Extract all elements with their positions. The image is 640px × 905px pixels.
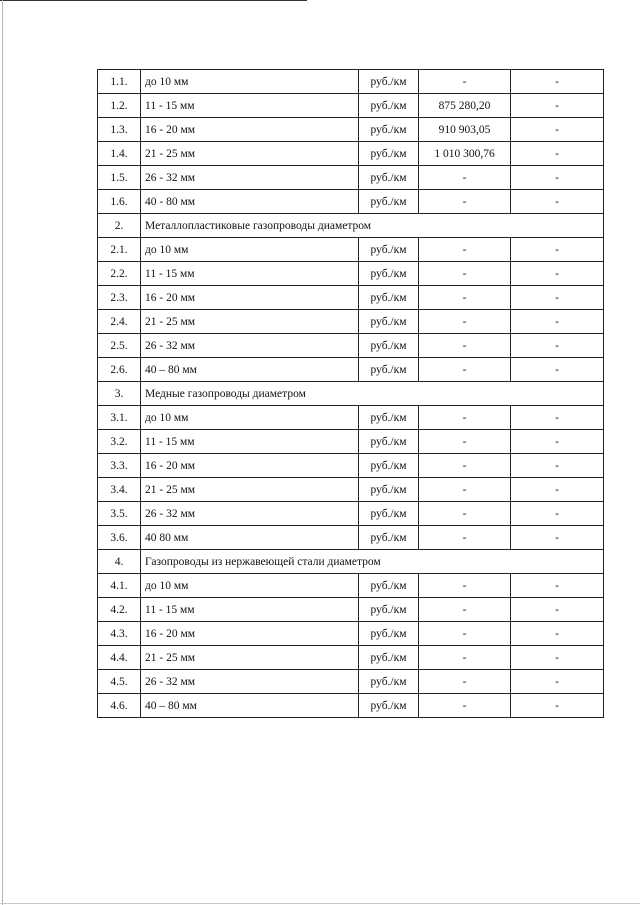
section-title: Металлопластиковые газопроводы диаметром: [141, 214, 604, 238]
row-number: 4.6.: [98, 694, 141, 718]
table-row: [98, 238, 604, 262]
unit-cell: руб./км: [359, 238, 419, 262]
value-cell-1: -: [419, 238, 511, 262]
diameter-cell: 11 - 15 мм: [141, 262, 359, 286]
diameter-cell: 21 - 25 мм: [141, 478, 359, 502]
unit-cell: руб./км: [359, 574, 419, 598]
value-cell-1: -: [419, 694, 511, 718]
value-cell-1: -: [419, 502, 511, 526]
value-cell-2: -: [511, 166, 604, 190]
unit-cell: руб./км: [359, 526, 419, 550]
value-cell-1: -: [419, 670, 511, 694]
diameter-cell: 21 - 25 мм: [141, 646, 359, 670]
value-cell-1: -: [419, 478, 511, 502]
unit-cell: руб./км: [359, 502, 419, 526]
diameter-cell: до 10 мм: [141, 70, 359, 94]
table-row: [98, 70, 604, 94]
row-number: 4.1.: [98, 574, 141, 598]
value-cell-1: -: [419, 646, 511, 670]
value-cell-1: -: [419, 430, 511, 454]
section-row: [98, 214, 604, 238]
value-cell-1: -: [419, 286, 511, 310]
value-cell-1: -: [419, 454, 511, 478]
table-row: [98, 406, 604, 430]
value-cell-2: -: [511, 358, 604, 382]
diameter-cell: 26 - 32 мм: [141, 502, 359, 526]
diameter-cell: 40 - 80 мм: [141, 190, 359, 214]
section-row: [98, 550, 604, 574]
row-number: 3.2.: [98, 430, 141, 454]
row-number: 2.5.: [98, 334, 141, 358]
value-cell-1: -: [419, 526, 511, 550]
value-cell-1: -: [419, 190, 511, 214]
table-row: [98, 286, 604, 310]
table-row: [98, 262, 604, 286]
value-cell-1: -: [419, 598, 511, 622]
value-cell-2: -: [511, 334, 604, 358]
row-number: 1.3.: [98, 118, 141, 142]
table-row: [98, 190, 604, 214]
table-row: [98, 574, 604, 598]
unit-cell: руб./км: [359, 646, 419, 670]
value-cell-2: -: [511, 478, 604, 502]
unit-cell: руб./км: [359, 142, 419, 166]
diameter-cell: 16 - 20 мм: [141, 622, 359, 646]
diameter-cell: 11 - 15 мм: [141, 430, 359, 454]
value-cell-2: -: [511, 502, 604, 526]
row-number: 1.1.: [98, 70, 141, 94]
page-bottom-edge: [0, 903, 640, 904]
row-number: 1.2.: [98, 94, 141, 118]
value-cell-2: -: [511, 142, 604, 166]
unit-cell: руб./км: [359, 334, 419, 358]
value-cell-1: 875 280,20: [419, 94, 511, 118]
value-cell-2: -: [511, 406, 604, 430]
value-cell-2: -: [511, 238, 604, 262]
section-row: [98, 382, 604, 406]
diameter-cell: 16 - 20 мм: [141, 454, 359, 478]
row-number: 4.4.: [98, 646, 141, 670]
table-row: [98, 430, 604, 454]
table-row: [98, 166, 604, 190]
row-number: 4.5.: [98, 670, 141, 694]
unit-cell: руб./км: [359, 310, 419, 334]
table-row: [98, 310, 604, 334]
table-row: [98, 694, 604, 718]
diameter-cell: 40 80 мм: [141, 526, 359, 550]
value-cell-1: -: [419, 262, 511, 286]
value-cell-2: -: [511, 310, 604, 334]
value-cell-1: 1 010 300,76: [419, 142, 511, 166]
value-cell-2: -: [511, 94, 604, 118]
value-cell-2: -: [511, 70, 604, 94]
table-row: [98, 334, 604, 358]
diameter-cell: до 10 мм: [141, 574, 359, 598]
table-row: [98, 622, 604, 646]
value-cell-1: -: [419, 358, 511, 382]
value-cell-1: 910 903,05: [419, 118, 511, 142]
table-row: [98, 118, 604, 142]
unit-cell: руб./км: [359, 94, 419, 118]
value-cell-2: -: [511, 526, 604, 550]
value-cell-1: -: [419, 70, 511, 94]
table-row: [98, 526, 604, 550]
diameter-cell: 26 - 32 мм: [141, 334, 359, 358]
unit-cell: руб./км: [359, 358, 419, 382]
unit-cell: руб./км: [359, 598, 419, 622]
row-number: 1.6.: [98, 190, 141, 214]
page-top-edge: [0, 0, 307, 1]
diameter-cell: 11 - 15 мм: [141, 94, 359, 118]
section-number: 4.: [98, 550, 141, 574]
table-row: [98, 670, 604, 694]
table-row: [98, 454, 604, 478]
row-number: 2.4.: [98, 310, 141, 334]
row-number: 2.6.: [98, 358, 141, 382]
diameter-cell: 26 - 32 мм: [141, 166, 359, 190]
diameter-cell: до 10 мм: [141, 406, 359, 430]
table-row: [98, 94, 604, 118]
unit-cell: руб./км: [359, 454, 419, 478]
row-number: 4.3.: [98, 622, 141, 646]
row-number: 2.3.: [98, 286, 141, 310]
diameter-cell: 40 – 80 мм: [141, 694, 359, 718]
row-number: 2.2.: [98, 262, 141, 286]
table-row: [98, 598, 604, 622]
row-number: 3.3.: [98, 454, 141, 478]
section-title: Медные газопроводы диаметром: [141, 382, 604, 406]
section-title: Газопроводы из нержавеющей стали диаметром: [141, 550, 604, 574]
table-row: [98, 358, 604, 382]
value-cell-2: -: [511, 694, 604, 718]
diameter-cell: 21 - 25 мм: [141, 142, 359, 166]
table-row: [98, 478, 604, 502]
unit-cell: руб./км: [359, 70, 419, 94]
diameter-cell: 16 - 20 мм: [141, 118, 359, 142]
row-number: 3.6.: [98, 526, 141, 550]
value-cell-2: -: [511, 454, 604, 478]
rates-table: [97, 69, 604, 718]
table-row: [98, 142, 604, 166]
unit-cell: руб./км: [359, 190, 419, 214]
table-row: [98, 646, 604, 670]
unit-cell: руб./км: [359, 262, 419, 286]
unit-cell: руб./км: [359, 622, 419, 646]
row-number: 3.5.: [98, 502, 141, 526]
value-cell-1: -: [419, 622, 511, 646]
value-cell-1: -: [419, 310, 511, 334]
diameter-cell: до 10 мм: [141, 238, 359, 262]
unit-cell: руб./км: [359, 406, 419, 430]
value-cell-2: -: [511, 430, 604, 454]
diameter-cell: 11 - 15 мм: [141, 598, 359, 622]
value-cell-2: -: [511, 646, 604, 670]
unit-cell: руб./км: [359, 430, 419, 454]
diameter-cell: 21 - 25 мм: [141, 310, 359, 334]
value-cell-1: -: [419, 166, 511, 190]
section-number: 3.: [98, 382, 141, 406]
row-number: 1.5.: [98, 166, 141, 190]
value-cell-2: -: [511, 574, 604, 598]
rates-table-body: [98, 70, 604, 718]
unit-cell: руб./км: [359, 478, 419, 502]
page-left-edge: [2, 0, 3, 905]
value-cell-2: -: [511, 622, 604, 646]
value-cell-2: -: [511, 598, 604, 622]
unit-cell: руб./км: [359, 286, 419, 310]
row-number: 3.4.: [98, 478, 141, 502]
value-cell-2: -: [511, 286, 604, 310]
value-cell-2: -: [511, 190, 604, 214]
table-row: [98, 502, 604, 526]
value-cell-1: -: [419, 574, 511, 598]
diameter-cell: 16 - 20 мм: [141, 286, 359, 310]
value-cell-1: -: [419, 334, 511, 358]
row-number: 3.1.: [98, 406, 141, 430]
value-cell-1: -: [419, 406, 511, 430]
unit-cell: руб./км: [359, 166, 419, 190]
row-number: 4.2.: [98, 598, 141, 622]
unit-cell: руб./км: [359, 118, 419, 142]
section-number: 2.: [98, 214, 141, 238]
value-cell-2: -: [511, 262, 604, 286]
row-number: 1.4.: [98, 142, 141, 166]
unit-cell: руб./км: [359, 670, 419, 694]
value-cell-2: -: [511, 118, 604, 142]
value-cell-2: -: [511, 670, 604, 694]
unit-cell: руб./км: [359, 694, 419, 718]
diameter-cell: 40 – 80 мм: [141, 358, 359, 382]
row-number: 2.1.: [98, 238, 141, 262]
diameter-cell: 26 - 32 мм: [141, 670, 359, 694]
